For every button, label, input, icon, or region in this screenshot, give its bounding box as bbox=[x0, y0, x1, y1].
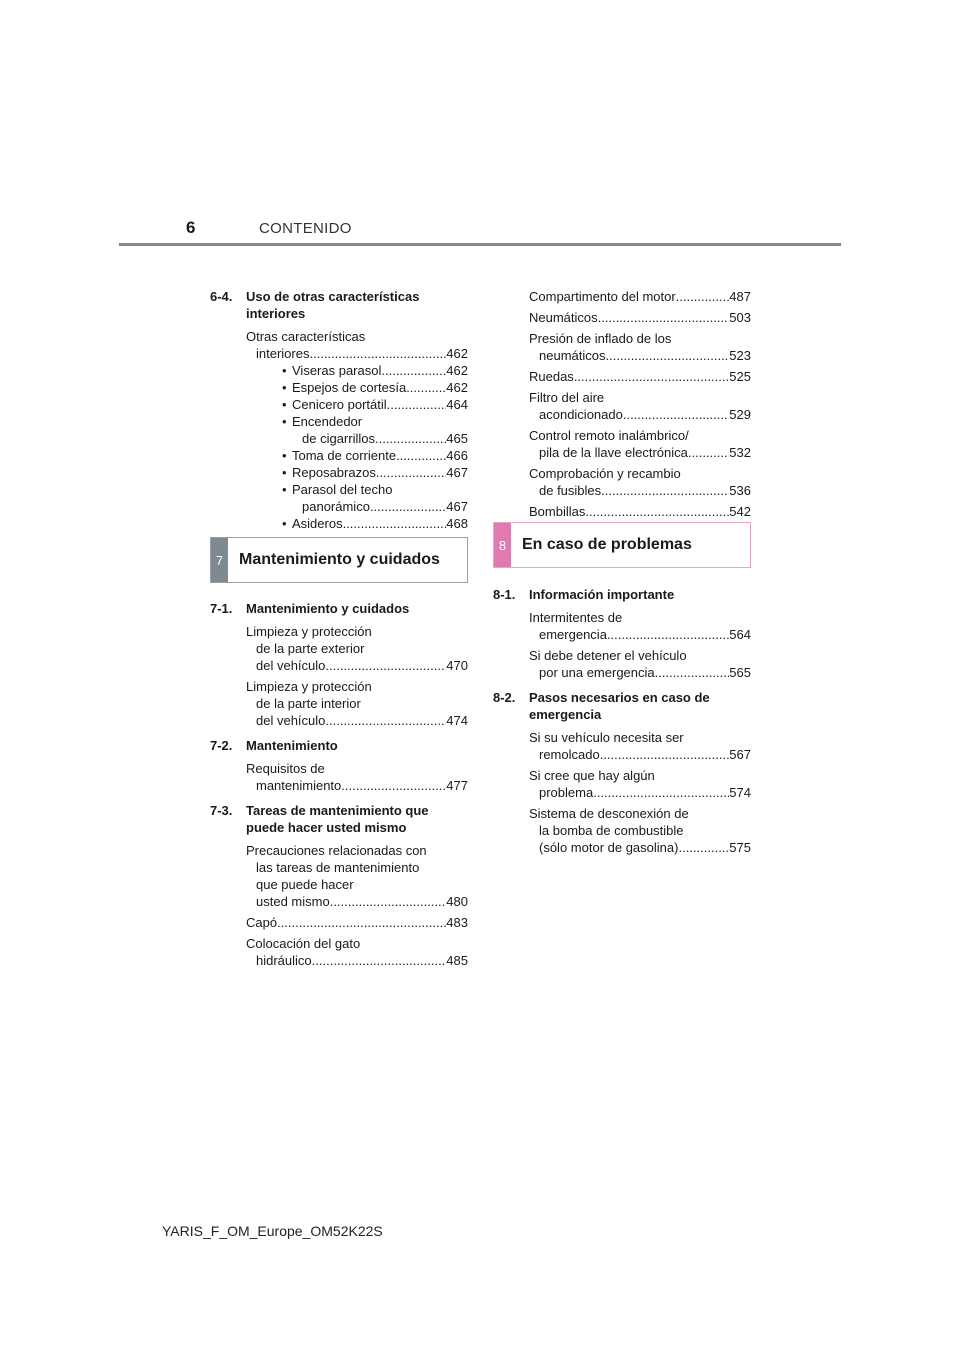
toc-entry[interactable] bbox=[210, 842, 468, 910]
section-7-3 bbox=[210, 802, 468, 836]
toc-entry[interactable] bbox=[210, 678, 468, 729]
page-ref: 470 bbox=[446, 658, 468, 673]
toc-entry[interactable] bbox=[210, 914, 468, 931]
page-ref: 466 bbox=[446, 448, 468, 463]
toc-entry[interactable] bbox=[493, 330, 751, 364]
toc-entry[interactable] bbox=[493, 767, 751, 801]
toc-entry-text: Colocación del gato bbox=[246, 936, 361, 951]
toc-subentry[interactable]: • Toma de corriente ..... 466 bbox=[292, 447, 468, 464]
toc-entry-text: Filtro del aire bbox=[529, 390, 605, 405]
chapter-tab: 7 bbox=[211, 538, 228, 582]
page-ref: 542 bbox=[729, 504, 751, 519]
toc-entry-text: Sistema de desconexión de bbox=[529, 806, 689, 821]
toc-left-column bbox=[210, 288, 468, 536]
toc-entry-text: Si su vehículo necesita ser bbox=[529, 730, 684, 745]
toc-entry-text: emergencia bbox=[539, 627, 607, 642]
toc-entry[interactable] bbox=[493, 609, 751, 643]
chapter-8-heading[interactable] bbox=[493, 522, 751, 568]
page-ref: 565 bbox=[729, 665, 751, 680]
toc-entry-text: Toma de corriente bbox=[292, 448, 397, 463]
page-header-title: CONTENIDO bbox=[259, 220, 352, 237]
section-number: 7-1. bbox=[210, 601, 233, 616]
section-6-4 bbox=[210, 288, 468, 322]
section-title: Mantenimiento bbox=[246, 738, 338, 753]
toc-entry-text: la bomba de combustible bbox=[539, 823, 684, 838]
toc-entry-text: Cenicero portátil bbox=[292, 397, 387, 412]
toc-entry-text: Si cree que hay algún bbox=[529, 768, 655, 783]
toc-entry-text: usted mismo bbox=[256, 894, 330, 909]
page-ref: 532 bbox=[729, 445, 751, 460]
page-ref: 567 bbox=[729, 747, 751, 762]
page-ref: 465 bbox=[446, 431, 468, 446]
toc-entry[interactable] bbox=[493, 309, 751, 326]
page-ref: 477 bbox=[446, 778, 468, 793]
toc-entry-text: Limpieza y protección bbox=[246, 679, 372, 694]
toc-entry-otras[interactable] bbox=[210, 328, 468, 532]
page-ref: 462 bbox=[446, 363, 468, 378]
page-ref: 503 bbox=[729, 310, 751, 325]
page-ref: 467 bbox=[446, 499, 468, 514]
toc-entry[interactable] bbox=[210, 935, 468, 969]
toc-entry-text: del vehículo bbox=[256, 713, 326, 728]
toc-entry-text: Viseras parasol bbox=[292, 363, 382, 378]
section-8-2 bbox=[493, 689, 751, 723]
toc-subentry[interactable]: • Espejos de cortesía ..... 462 bbox=[292, 379, 468, 396]
page-ref: 575 bbox=[729, 840, 751, 855]
page-ref: 464 bbox=[446, 397, 468, 412]
page-ref: 480 bbox=[446, 894, 468, 909]
toc-subentry[interactable]: • Encendedor de cigarrillos ..... 465 bbox=[292, 413, 468, 447]
toc-entry[interactable] bbox=[493, 647, 751, 681]
page-ref: 536 bbox=[729, 483, 751, 498]
section-7-1 bbox=[210, 600, 468, 617]
page-ref: 525 bbox=[729, 369, 751, 384]
toc-entry[interactable] bbox=[210, 760, 468, 794]
section-number: 7-3. bbox=[210, 803, 233, 818]
toc-entry-text: de cigarrillos bbox=[302, 431, 375, 446]
toc-entry-text: Reposabrazos bbox=[292, 465, 376, 480]
page-ref: 564 bbox=[729, 627, 751, 642]
toc-entry[interactable] bbox=[493, 389, 751, 423]
toc-entry-text: hidráulico bbox=[256, 953, 312, 968]
toc-subentry[interactable]: • Reposabrazos ..... 467 bbox=[292, 464, 468, 481]
toc-entry-text: problema bbox=[539, 785, 594, 800]
section-title-cont: emergencia bbox=[529, 707, 602, 722]
toc-entry[interactable] bbox=[493, 729, 751, 763]
toc-entry[interactable] bbox=[493, 805, 751, 856]
toc-entry-text: Limpieza y protección bbox=[246, 624, 372, 639]
toc-entry-text: Intermitentes de bbox=[529, 610, 623, 625]
toc-entry-text: de fusibles bbox=[539, 483, 602, 498]
toc-entry-text: del vehículo bbox=[256, 658, 326, 673]
section-8-1 bbox=[493, 586, 751, 603]
toc-entry-text: (sólo motor de gasolina) bbox=[539, 840, 679, 855]
toc-entry-text: Bombillas bbox=[529, 504, 586, 519]
section-title: Pasos necesarios en caso de bbox=[529, 690, 710, 705]
toc-entry-text: Otras características bbox=[246, 329, 366, 344]
toc-entry[interactable] bbox=[493, 503, 751, 520]
toc-entry-text: panorámico bbox=[302, 499, 370, 514]
section-7-2 bbox=[210, 737, 468, 754]
toc-right-column bbox=[493, 288, 751, 524]
chapter-tab: 8 bbox=[494, 523, 511, 567]
page-ref: 462 bbox=[446, 346, 468, 361]
page-ref: 474 bbox=[446, 713, 468, 728]
section-number: 8-2. bbox=[493, 690, 516, 705]
toc-entry-text: Requisitos de bbox=[246, 761, 325, 776]
toc-entry-text: por una emergencia bbox=[539, 665, 655, 680]
toc-entry-text: de la parte exterior bbox=[256, 641, 365, 656]
toc-entry[interactable] bbox=[210, 623, 468, 674]
page-ref: 467 bbox=[446, 465, 468, 480]
toc-entry-text: Precauciones relacionadas con bbox=[246, 843, 427, 858]
section-number: 6-4. bbox=[210, 289, 233, 304]
page-ref: 487 bbox=[729, 289, 751, 304]
toc-entry-text: que puede hacer bbox=[256, 877, 354, 892]
toc-entry-text: pila de la llave electrónica bbox=[539, 445, 688, 460]
toc-entry-text: Espejos de cortesía bbox=[292, 380, 407, 395]
page-ref: 483 bbox=[446, 915, 468, 930]
section-number: 7-2. bbox=[210, 738, 233, 753]
toc-subentry[interactable]: • Cenicero portátil ..... 464 bbox=[292, 396, 468, 413]
toc-entry-text: las tareas de mantenimiento bbox=[256, 860, 420, 875]
toc-entry-text: de la parte interior bbox=[256, 696, 361, 711]
page-ref: 468 bbox=[446, 516, 468, 531]
toc-entry[interactable] bbox=[493, 368, 751, 385]
page-ref: 462 bbox=[446, 380, 468, 395]
section-title: Uso de otras características bbox=[246, 289, 420, 304]
page-ref: 574 bbox=[729, 785, 751, 800]
toc-subentry[interactable]: • Viseras parasol ..... 462 bbox=[292, 362, 468, 379]
page-ref: 485 bbox=[446, 953, 468, 968]
page-ref: 523 bbox=[729, 348, 751, 363]
chapter-title: En caso de problemas bbox=[522, 536, 692, 553]
toc-right-column-ch8 bbox=[493, 586, 751, 860]
toc-entry[interactable] bbox=[493, 288, 751, 305]
header-rule bbox=[119, 243, 841, 246]
toc-entry-text: neumáticos bbox=[539, 348, 606, 363]
toc-entry-text: Presión de inflado de los bbox=[529, 331, 672, 346]
page-ref: 529 bbox=[729, 407, 751, 422]
toc-entry-text: remolcado bbox=[539, 747, 600, 762]
section-title-cont: puede hacer usted mismo bbox=[246, 820, 407, 835]
toc-entry-text: mantenimiento bbox=[256, 778, 342, 793]
section-number: 8-1. bbox=[493, 587, 516, 602]
toc-subentry[interactable]: • Asideros ..... 468 bbox=[292, 515, 468, 532]
toc-entry-text: Neumáticos bbox=[529, 310, 598, 325]
toc-entry-text: acondicionado bbox=[539, 407, 623, 422]
toc-entry-text: Comprobación y recambio bbox=[529, 466, 681, 481]
toc-entry-text: Parasol del techo bbox=[292, 482, 393, 497]
toc-entry-text: interiores bbox=[256, 346, 310, 361]
chapter-title: Mantenimiento y cuidados bbox=[239, 551, 440, 568]
footer-doc-code: YARIS_F_OM_Europe_OM52K22S bbox=[162, 1223, 383, 1239]
toc-entry-text: Capó bbox=[246, 915, 278, 930]
section-title: Tareas de mantenimiento que bbox=[246, 803, 429, 818]
toc-entry-text: Encendedor bbox=[292, 414, 363, 429]
section-title: Mantenimiento y cuidados bbox=[246, 601, 410, 616]
toc-entry[interactable] bbox=[493, 427, 751, 461]
toc-entry-text: Control remoto inalámbrico/ bbox=[529, 428, 689, 443]
toc-entry-text: Asideros bbox=[292, 516, 343, 531]
toc-entry[interactable] bbox=[493, 465, 751, 499]
section-title: Información importante bbox=[529, 587, 675, 602]
toc-entry-text: Si debe detener el vehículo bbox=[529, 648, 687, 663]
toc-entry-text: Ruedas bbox=[529, 369, 574, 384]
toc-subentry[interactable]: • Parasol del techo panorámico ..... 467 bbox=[292, 481, 468, 515]
page-number: 6 bbox=[186, 218, 196, 237]
toc-left-column-ch7 bbox=[210, 600, 468, 973]
chapter-7-heading[interactable] bbox=[210, 537, 468, 583]
section-title-cont: interiores bbox=[246, 306, 306, 321]
toc-entry-text: Compartimento del motor bbox=[529, 289, 676, 304]
